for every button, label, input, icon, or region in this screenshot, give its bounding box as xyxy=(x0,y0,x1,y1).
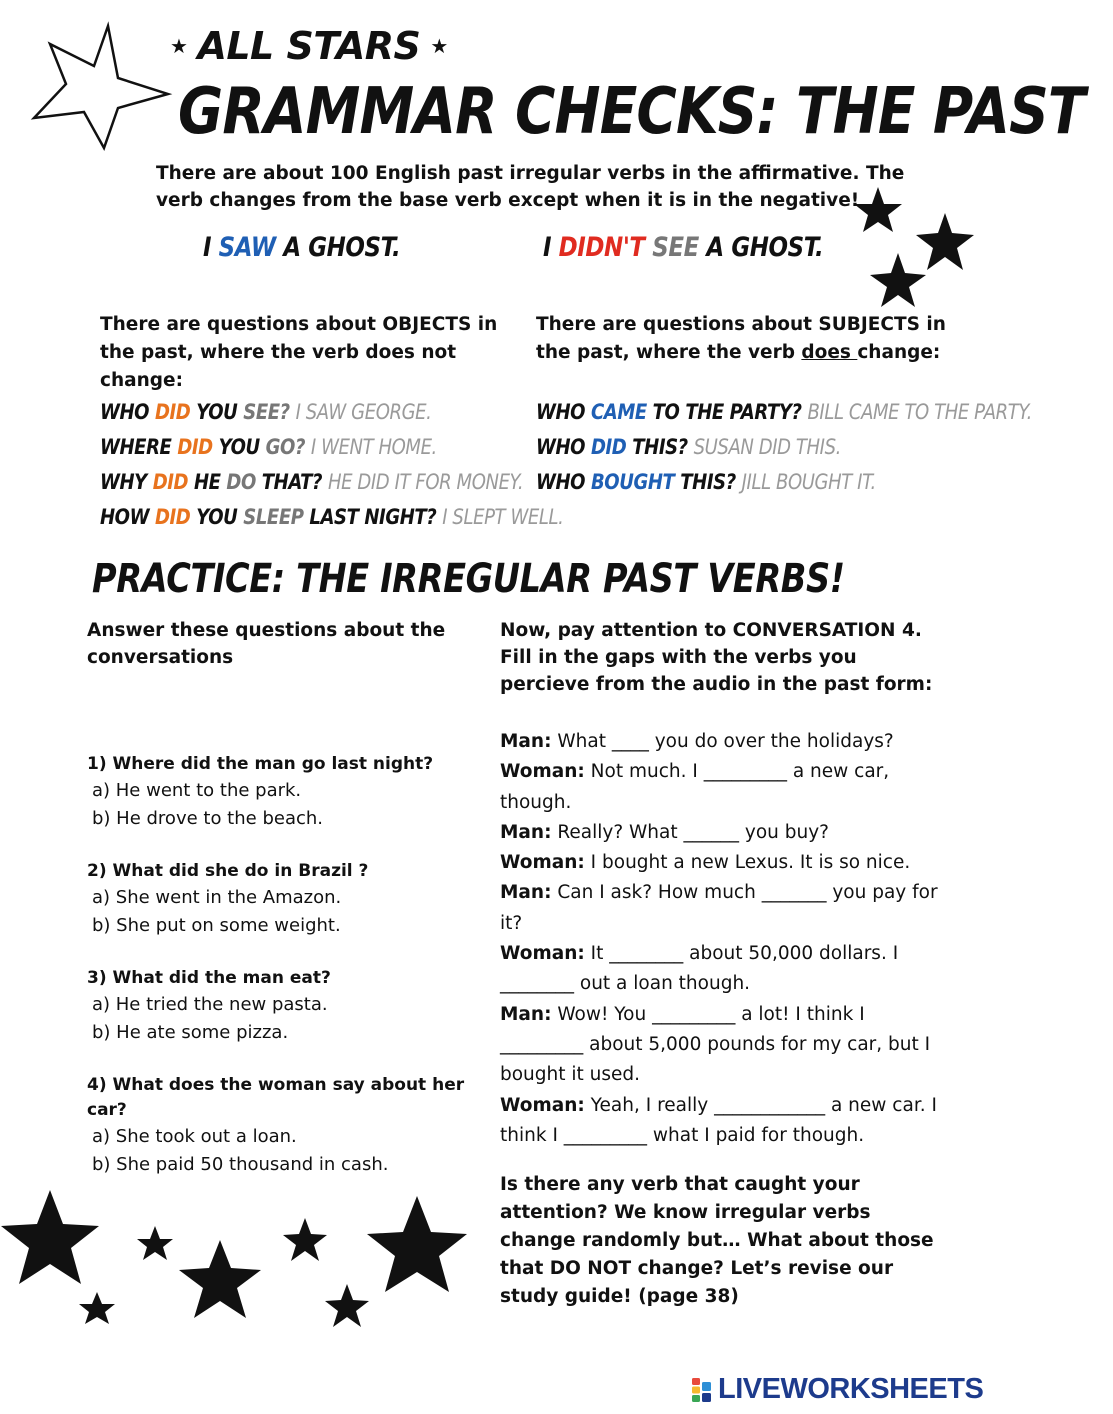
comprehension-questions xyxy=(87,752,477,1205)
answer-option[interactable]: b) She put on some weight. xyxy=(92,915,341,936)
question-subject: YOU xyxy=(196,505,238,529)
star-cluster-bottom-left-icon xyxy=(5,1188,465,1338)
dialogue-line xyxy=(500,848,950,878)
dialogue-line xyxy=(500,757,950,818)
question-answer: HE DID IT FOR MONEY. xyxy=(327,470,524,494)
objects-explanation: There are questions about OBJECTS in the past, where the verb does not change: xyxy=(100,314,498,391)
question-answer: I SLEPT WELL. xyxy=(442,505,564,529)
subjects-explanation-text: change: xyxy=(857,342,941,363)
question-auxiliary: DID xyxy=(154,400,191,424)
dialogue-text[interactable]: It ________ about 50,000 dollars. I ________ out a loan though. xyxy=(500,943,899,995)
subject-question xyxy=(536,465,1032,500)
speaker-label: Woman: xyxy=(500,943,585,965)
dialogue-line xyxy=(500,878,950,939)
answer-option[interactable]: b) He drove to the beach. xyxy=(92,808,324,829)
example-word: A GHOST. xyxy=(283,232,401,263)
dialogue-line xyxy=(500,818,950,848)
question-block xyxy=(87,966,477,1047)
subject-question xyxy=(536,395,1032,430)
answer-option[interactable]: a) She took out a loan. xyxy=(92,1126,297,1147)
left-instruction: Answer these questions about the conversations xyxy=(87,620,446,668)
example-verb: SEE xyxy=(652,232,699,263)
dialogue-text[interactable]: What ____ you do over the holidays? xyxy=(551,731,894,752)
answer-option[interactable]: a) She went in the Amazon. xyxy=(92,887,342,908)
question-block xyxy=(87,752,477,833)
question-answer: BILL CAME TO THE PARTY. xyxy=(807,400,1032,424)
question-subject: HE xyxy=(193,470,221,494)
question-block xyxy=(87,859,477,940)
question-verb: BOUGHT xyxy=(590,470,675,494)
question-rest: THIS? xyxy=(680,470,736,494)
intro-paragraph: There are about 100 English past irregular verbs in the affirmative. The verb changes from the base verb except when it is in the negative! xyxy=(156,163,905,211)
liveworksheets-logo-icon xyxy=(690,1376,714,1404)
question-rest: THIS? xyxy=(632,435,688,459)
dialogue-line xyxy=(500,1000,950,1091)
practice-heading: PRACTICE: THE IRREGULAR PAST VERBS! xyxy=(92,556,845,602)
question-verb: SLEEP xyxy=(243,505,304,529)
object-question xyxy=(100,430,563,465)
answer-option[interactable]: b) She paid 50 thousand in cash. xyxy=(92,1154,389,1175)
dialogue-line xyxy=(500,727,950,757)
conversation-dialogue xyxy=(500,727,950,1151)
question-word: WHERE xyxy=(100,435,172,459)
question-auxiliary: DID xyxy=(154,505,191,529)
question-text: 4) What does the woman say about her car? xyxy=(87,1075,465,1120)
question-verb: GO? xyxy=(265,435,306,459)
question-subject: YOU xyxy=(196,400,238,424)
subjects-explanation-text: There are questions about SUBJECTS in the past, where the verb xyxy=(536,314,946,363)
question-rest: LAST NIGHT? xyxy=(309,505,437,529)
question-text: 3) What did the man eat? xyxy=(87,968,331,988)
question-verb: CAME xyxy=(590,400,647,424)
example-negative xyxy=(543,232,823,263)
speaker-label: Man: xyxy=(500,731,552,752)
question-subject: YOU xyxy=(218,435,260,459)
answer-option[interactable]: b) He ate some pizza. xyxy=(92,1022,289,1043)
object-question xyxy=(100,395,563,430)
dialogue-line xyxy=(500,939,950,1000)
dialogue-text[interactable]: Wow! You _________ a lot! I think I _________ about 5,000 pounds for my car, but I bought it used. xyxy=(500,1003,931,1086)
speaker-label: Man: xyxy=(500,1003,552,1025)
example-word: I xyxy=(203,232,212,263)
question-auxiliary: DID xyxy=(152,470,189,494)
object-question xyxy=(100,500,563,535)
liveworksheets-logo[interactable] xyxy=(690,1373,983,1406)
question-block xyxy=(87,1073,477,1179)
dialogue-line xyxy=(500,1091,950,1152)
question-word: WHO xyxy=(536,435,586,459)
speaker-label: Man: xyxy=(500,882,552,904)
dialogue-text[interactable]: Not much. I _________ a new car, though. xyxy=(500,761,890,813)
star-outline-large-icon xyxy=(22,22,172,152)
example-affirmative xyxy=(203,232,400,263)
subject-question xyxy=(536,430,1032,465)
right-instruction: Now, pay attention to CONVERSATION 4. Fill in the gaps with the verbs you percieve from the audio in the past form: xyxy=(500,620,933,695)
speaker-label: Woman: xyxy=(500,852,585,874)
question-auxiliary: DID xyxy=(177,435,213,459)
question-word: WHO xyxy=(536,470,586,494)
example-auxiliary: DIDN'T xyxy=(558,232,645,263)
question-word: WHY xyxy=(100,470,147,494)
subject-questions-list xyxy=(536,395,1113,500)
example-word: I xyxy=(543,232,552,263)
answer-option[interactable]: a) He went to the park. xyxy=(92,780,302,801)
question-verb: DID xyxy=(590,435,627,459)
question-rest: THAT? xyxy=(261,470,323,494)
dialogue-text[interactable]: Yeah, I really ____________ a new car. I think I _________ what I paid for though. xyxy=(500,1094,937,1146)
question-answer: JILL BOUGHT IT. xyxy=(741,470,876,494)
question-answer: I SAW GEORGE. xyxy=(295,400,432,424)
speaker-label: Woman: xyxy=(500,761,585,783)
logo-text: LIVEWORKSHEETS xyxy=(718,1373,984,1405)
dialogue-text[interactable]: Can I ask? How much _______ you pay for it? xyxy=(500,882,938,934)
brand-heading xyxy=(170,24,448,68)
question-text: 2) What did she do in Brazil ? xyxy=(87,861,369,881)
question-word: WHO xyxy=(100,400,150,424)
dialogue-text[interactable]: Really? What ______ you buy? xyxy=(551,821,829,843)
subjects-explanation-underlined: does xyxy=(801,342,858,363)
speaker-label: Woman: xyxy=(500,1094,585,1116)
speaker-label: Man: xyxy=(500,821,552,843)
question-word: WHO xyxy=(536,400,586,424)
question-answer: SUSAN DID THIS. xyxy=(693,435,841,459)
star-small-icon: ★ xyxy=(170,34,188,58)
question-answer: I WENT HOME. xyxy=(310,435,437,459)
question-verb: SEE? xyxy=(243,400,290,424)
subjects-explanation xyxy=(536,311,946,367)
object-question xyxy=(100,465,563,500)
brand-text: ALL STARS xyxy=(197,24,421,68)
answer-option[interactable]: a) He tried the new pasta. xyxy=(92,994,328,1015)
question-verb: DO xyxy=(226,470,256,494)
question-rest: TO THE PARTY? xyxy=(652,400,802,424)
example-word: A GHOST. xyxy=(706,232,824,263)
example-verb: SAW xyxy=(218,232,276,263)
closing-paragraph: Is there any verb that caught your attention? We know irregular verbs change randomly but… What about those that DO NOT change? Let’s revise our study guide! (page 38) xyxy=(500,1174,934,1307)
dialogue-text: I bought a new Lexus. It is so nice. xyxy=(584,852,911,874)
page-title: GRAMMAR CHECKS: THE PAST xyxy=(178,75,1085,149)
question-word: HOW xyxy=(100,505,150,529)
question-text: 1) Where did the man go last night? xyxy=(87,754,434,774)
star-small-icon: ★ xyxy=(430,34,448,58)
